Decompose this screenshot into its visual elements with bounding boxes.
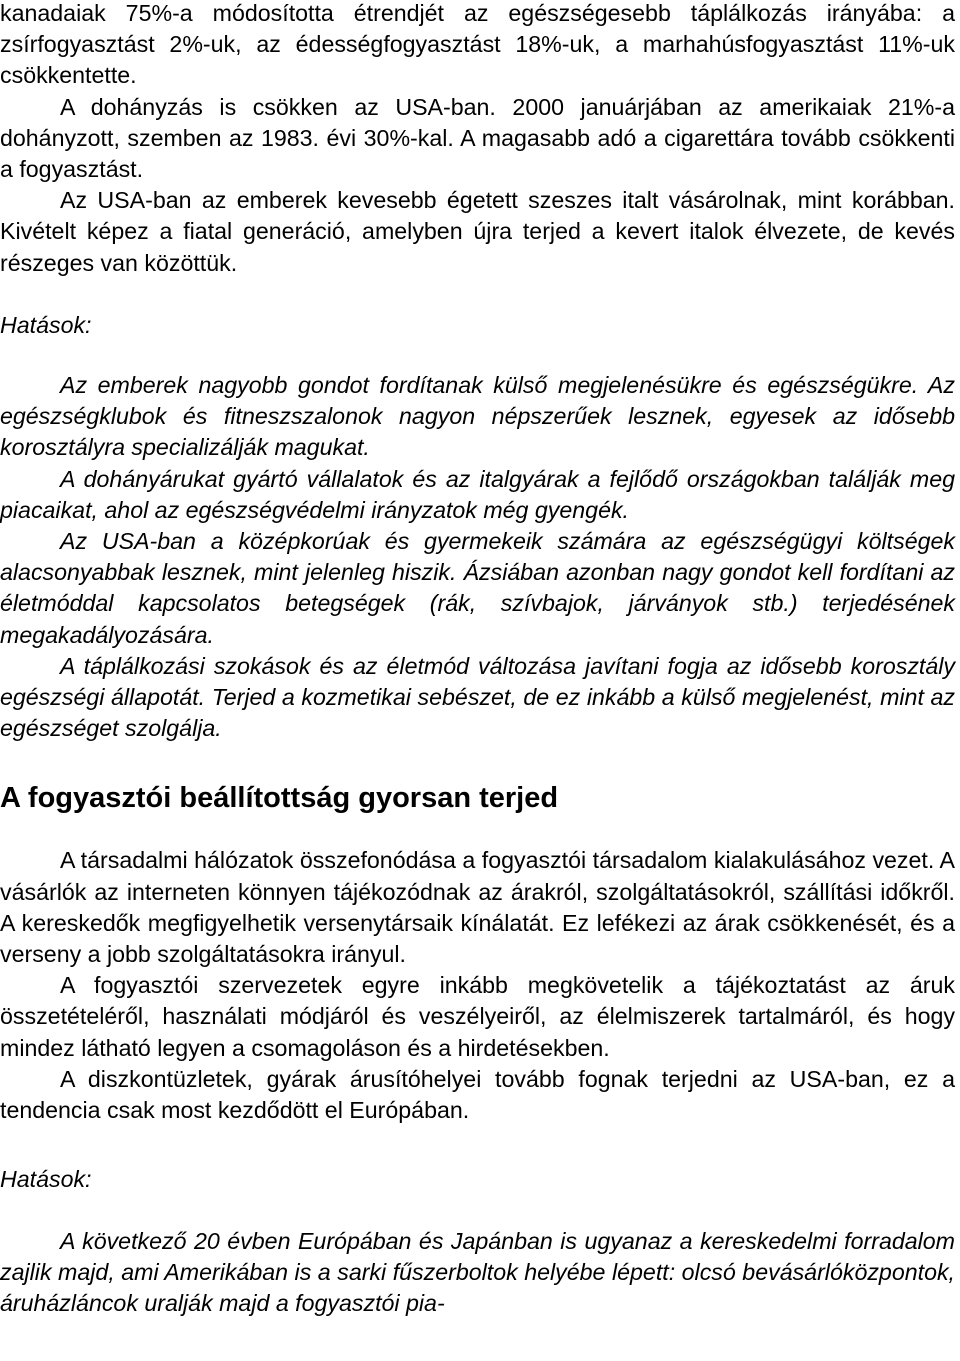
section-heading: A fogyasztói beállítottság gyorsan terjed [0, 782, 559, 815]
paragraph-effects-tobacco: A dohányárukat gyártó vállalatok és az italgyárak a fejlődő országokban találják meg piacaikat, ahol az egészségvédelmi irányzatok még gyengék. [0, 465, 955, 523]
paragraph-discount-stores: A diszkontüzletek, gyárak árusítóhelyei tovább fognak terjedni az USA-ban, ez a tendencia csak most kezdődött el Európában. [0, 1065, 955, 1124]
paragraph-effects-appearance: Az emberek nagyobb gondot fordítanak külső megjelenésükre és egészségükre. Az egészségklubok és fitneszszalonok nagyon népszerűek lesznek, egyesek az idősebb korosztályra specializálják magukat. [0, 372, 955, 461]
paragraph-effects-lifestyle: A táplálkozási szokások és az életmód változása javítani fogja az idősebb korosztály egészségi állapotát. Terjed a kozmetikai sebészet, de ez inkább a külső megjelenést, mint az egészséget szolgálja. [0, 652, 955, 742]
paragraph-social-networks: A társadalmi hálózatok összefonódása a fogyasztói társadalom kialakulásához vezet. A vásárlók az interneten könnyen tájékozódnak az árakról, szolgáltatásokról, szállítási időkről. A kereskedők megfigyelhetik versenytársaik kínálatát. Ez lefékezi az árak csökkenését, és a verseny a jobb szolgáltatásokra irányul. [0, 847, 955, 968]
paragraph-diet: kanadaiak 75%-a módosította étrendjét az egészségesebb táplálkozás irányába: a zsírfogyasztást 2%-uk, az édességfogyasztást 18%-uk, a marhahúsfogyasztást 11%-uk csökkentette. [0, 0, 955, 89]
paragraph-smoking: A dohányzás is csökken az USA-ban. 2000 januárjában az amerikaiak 21%-a dohányzott, szemben az 1983. évi 30%-kal. A magasabb adó a cigarettára tovább csökkenti a fogyasztást. [0, 93, 955, 183]
paragraph-effects-retail: A következő 20 évben Európában és Japánban is ugyanaz a kereskedelmi forradalom zajlik majd, ami Amerikában is a sarki fűszerboltok helyébe lépett: olcsó bevásárlóközpontok, áruházláncok uralják majd a fogyasztói pia- [0, 1227, 955, 1316]
effects-label: Hatások: [0, 311, 92, 338]
paragraph-consumer-organizations: A fogyasztói szervezetek egyre inkább megkövetelik a tájékoztatást az áruk összetételéről, használati módjáról és veszélyeiről, az élelmiszerek tartalmáról, és hogy mindez látható legyen a csomagoláson és a hirdetésekben. [0, 972, 955, 1061]
effects-label-2: Hatások: [0, 1166, 92, 1193]
paragraph-alcohol: Az USA-ban az emberek kevesebb égetett szeszes italt vásárolnak, mint korábban. Kivételt képez a fiatal generáció, amelyben újra terjed a kevert italok élvezete, de kevés részeges van közöttük. [0, 187, 955, 276]
paragraph-effects-healthcare: Az USA-ban a középkorúak és gyermekeik számára az egészségügyi költségek alacsonyabbak lesznek, mint jelenleg hiszik. Ázsiában azonban nagy gondot kell fordítani az életmóddal kapcsolatos betegségek (rák, szívbajok, járványok stb.) terjedésének megakadályozására. [0, 528, 955, 648]
